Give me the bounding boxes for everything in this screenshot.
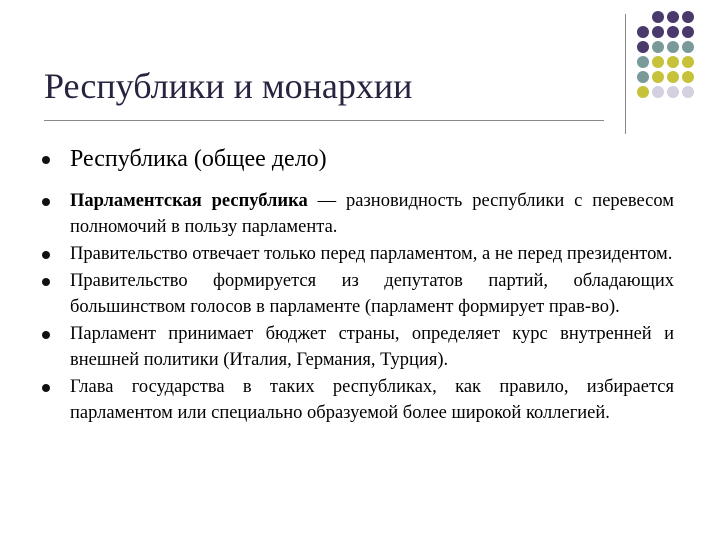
decorative-dot [637,71,649,83]
bullet-icon [42,251,50,259]
decorative-dot [652,26,664,38]
bullet-item [30,374,674,426]
decorative-dot [667,26,679,38]
decorative-dot [637,56,649,68]
decorative-dot [652,86,664,98]
bullet-text: Республика (общее дело) [70,146,327,172]
bullet-icon [42,278,50,286]
bullet-icon [42,384,50,392]
title-divider [44,120,604,121]
decorative-dot [682,11,694,23]
decorative-dot [652,41,664,53]
bullet-list [30,142,674,427]
decorative-dot [682,56,694,68]
decorative-dot [667,11,679,23]
bullet-text: Глава государства в таких республиках, как правило, избирается парламентом или специально образуемой более широкой коллегией. [70,377,674,423]
bullet-text: Правительство отвечает только перед парламентом, а не перед президентом. [70,244,673,264]
bullet-item [30,142,674,176]
bullet-icon [42,156,50,164]
decorative-dot [667,41,679,53]
decorative-dot [637,26,649,38]
bullet-item [30,321,674,373]
decorative-dot [682,86,694,98]
bullet-icon [42,198,50,206]
decorative-dot [667,56,679,68]
decorative-dot [637,86,649,98]
decorative-dot [667,86,679,98]
bullet-text: Правительство формируется из депутатов партий, обладающих большинством голосов в парламенте (парламент формирует прав-во). [70,271,674,317]
slide-title: Республики и монархии [44,66,413,106]
bullet-item [30,241,674,267]
bullet-icon [42,331,50,339]
bullet-text: — разновидность республики с перевесом полномочий в пользу парламента. [70,191,674,237]
decorative-dot [682,41,694,53]
decorative-dot [637,41,649,53]
decorative-dot [682,71,694,83]
bullet-term: Парламентская республика [70,191,308,211]
decorative-dot [667,71,679,83]
decorative-dot [652,11,664,23]
decorative-dot [652,56,664,68]
bullet-item [30,268,674,320]
decorative-dot [682,26,694,38]
bullet-text: Парламент принимает бюджет страны, определяет курс внутренней и внешней политики (Италия, Германия, Турция). [70,324,674,370]
vertical-divider [625,14,626,134]
decorative-dot [652,71,664,83]
bullet-item [30,188,674,240]
